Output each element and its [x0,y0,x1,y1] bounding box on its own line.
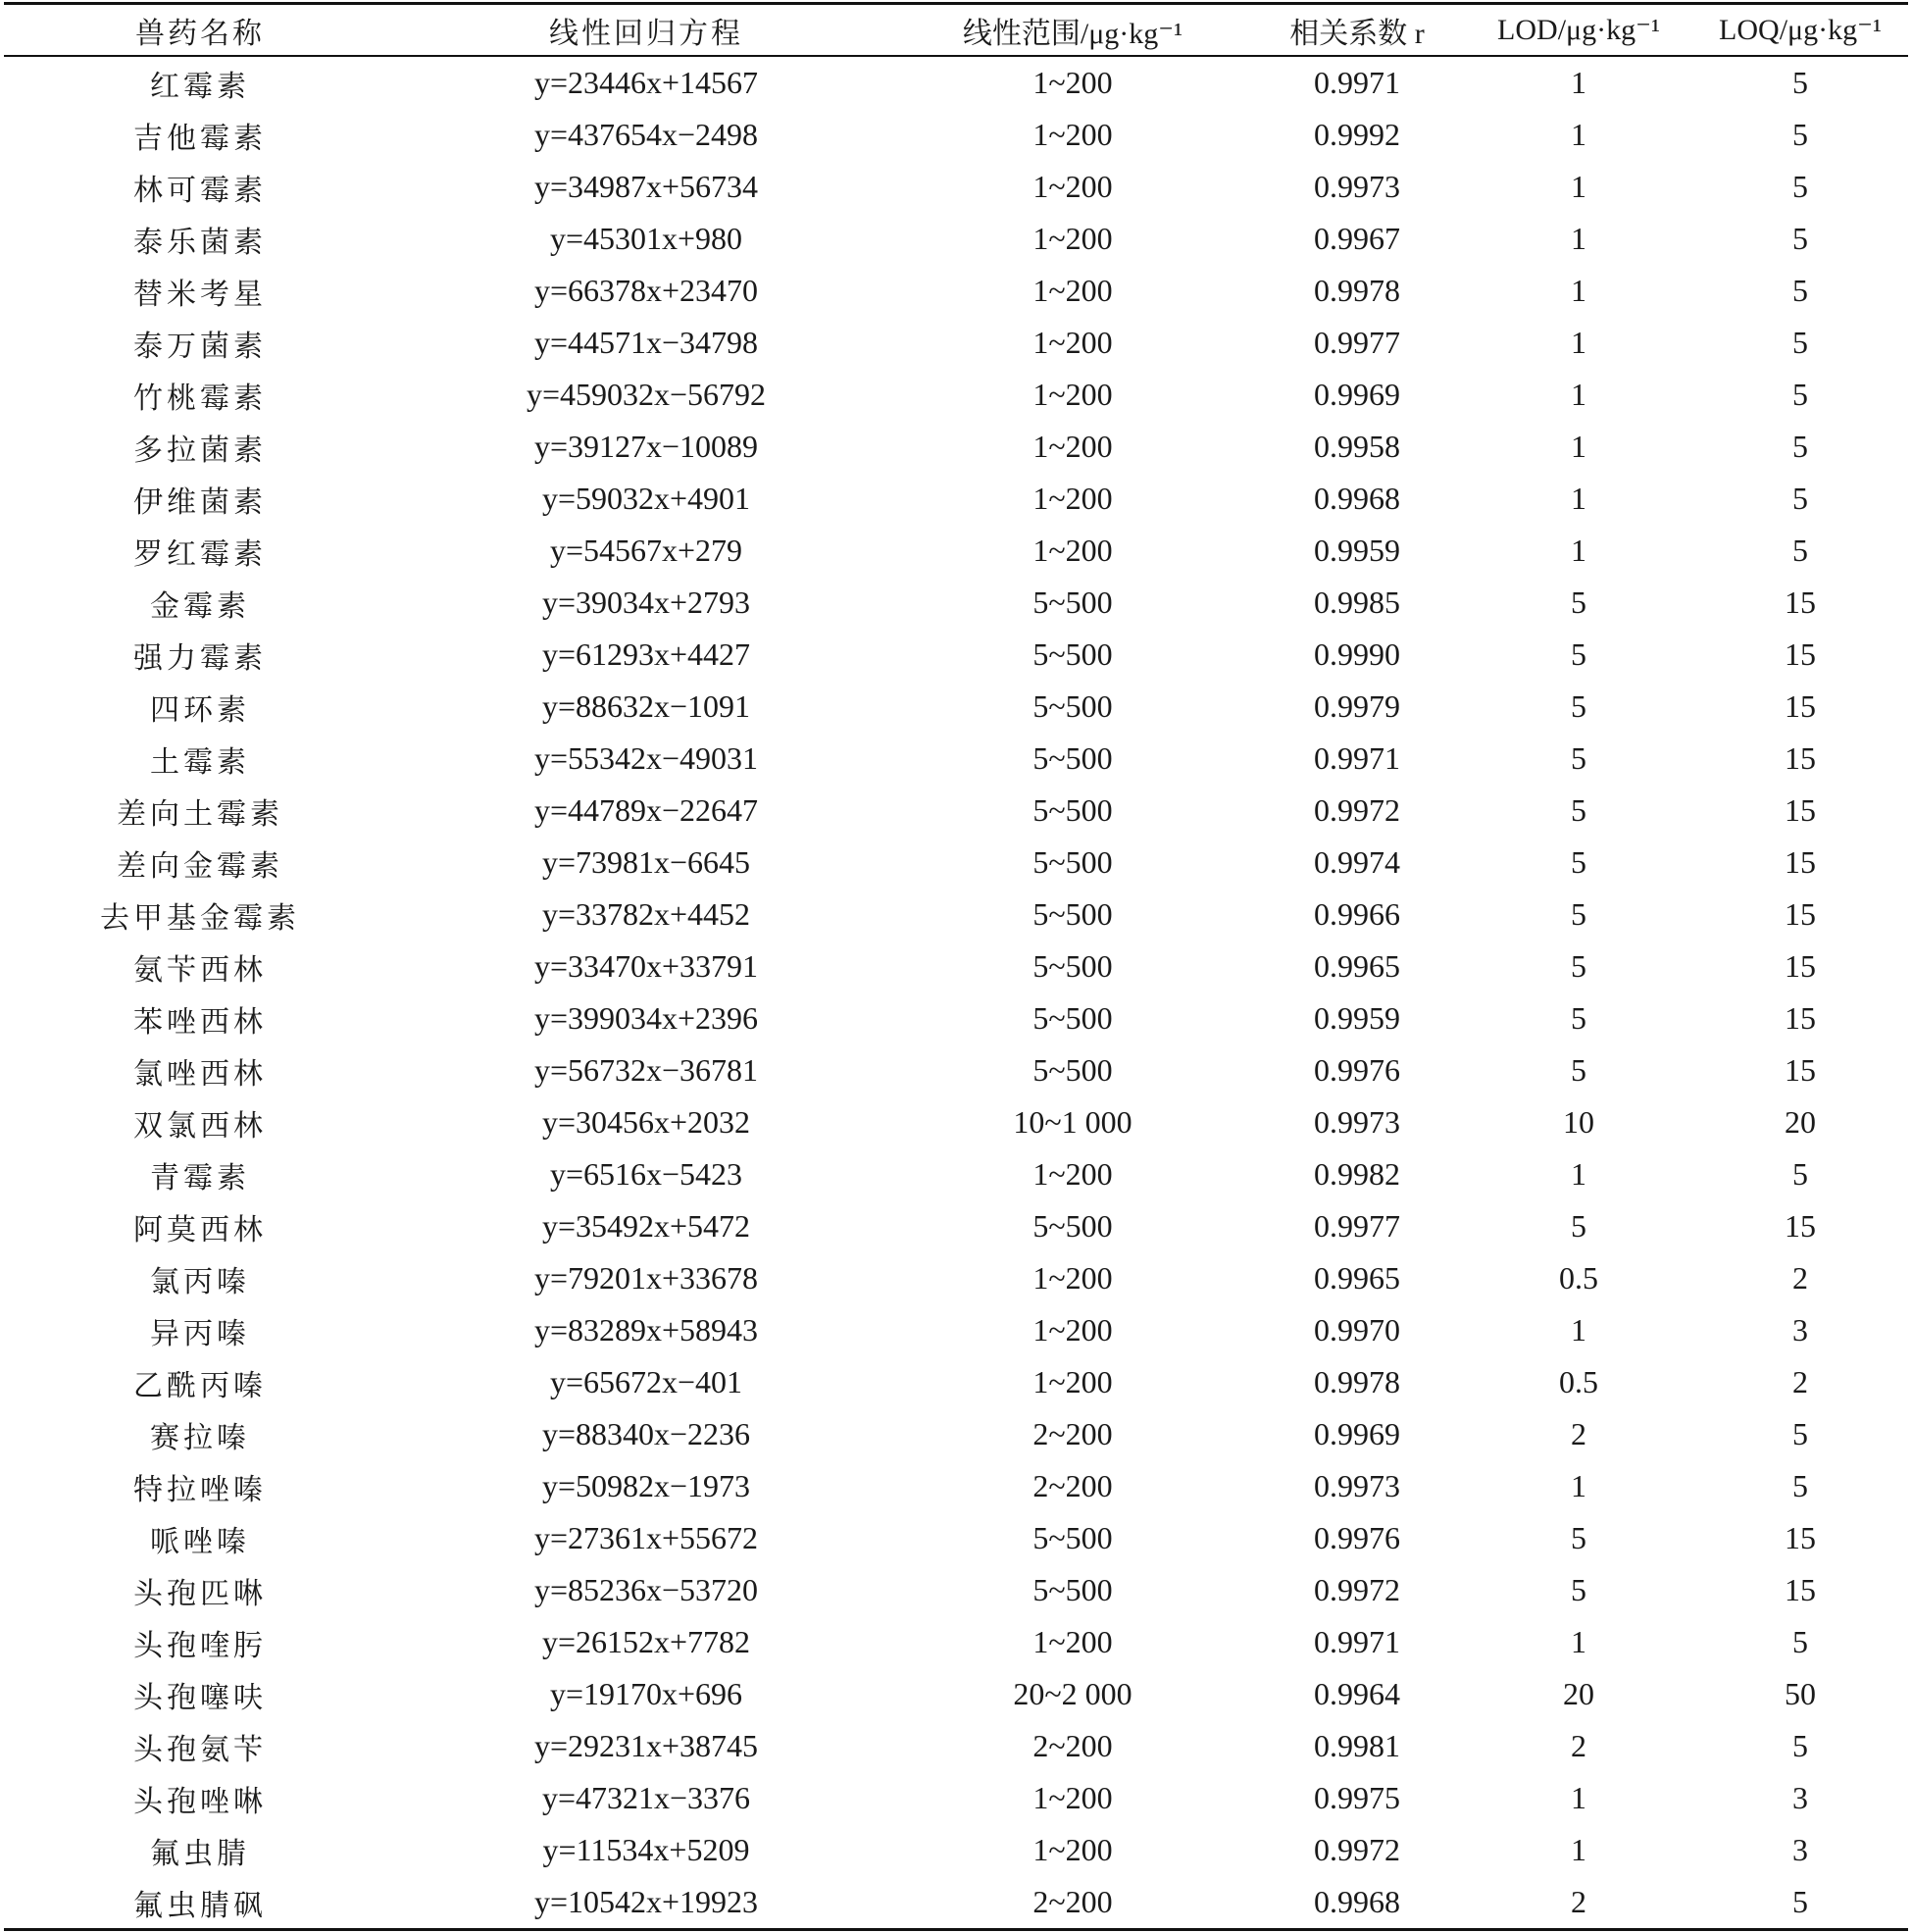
header-lod: LOD/μg·kg⁻¹ [1465,4,1692,57]
cell-drug-name: 苯唑西林 [133,1004,267,1040]
cell-lod: 1 [1571,65,1586,100]
cell-correlation: 0.9968 [1314,481,1400,516]
cell-equation: y=30456x+2032 [541,1104,751,1140]
cell-loq: 15 [1785,636,1816,672]
cell-correlation: 0.9971 [1314,65,1400,100]
cell-equation: y=45301x+980 [549,221,743,256]
cell-linear-range: 5~500 [1032,1520,1113,1555]
cell-linear-range: 1~200 [1032,533,1113,568]
cell-equation: y=54567x+279 [549,533,743,568]
cell-correlation: 0.9959 [1314,1000,1400,1036]
table-row [4,941,1908,992]
table-row [4,889,1908,941]
cell-linear-range: 20~2 000 [1013,1676,1132,1711]
header-regression-equation: 线性回归方程 [396,4,896,57]
cell-equation: y=11534x+5209 [542,1832,750,1867]
cell-lod: 5 [1571,740,1586,776]
cell-loq: 50 [1785,1676,1816,1711]
table-row [4,785,1908,837]
table-row [4,369,1908,421]
cell-loq: 5 [1792,533,1808,568]
cell-correlation: 0.9972 [1314,792,1400,828]
cell-lod: 5 [1571,688,1586,724]
cell-equation: y=61293x+4427 [541,636,751,672]
cell-drug-name: 伊维菌素 [133,484,267,520]
cell-drug-name: 氟虫腈 [150,1836,250,1871]
cell-loq: 5 [1792,221,1808,256]
cell-drug-name: 红霉素 [150,69,250,104]
cell-loq: 5 [1792,273,1808,308]
table-row [4,577,1908,629]
cell-linear-range: 1~200 [1032,1260,1113,1296]
table-row [4,317,1908,369]
cell-linear-range: 1~200 [1032,273,1113,308]
cell-loq: 5 [1792,429,1808,464]
table-row [4,1148,1908,1200]
table-row [4,1772,1908,1824]
cell-loq: 5 [1792,325,1808,360]
cell-correlation: 0.9974 [1314,844,1400,880]
cell-drug-name: 差向土霉素 [117,796,283,832]
cell-equation: y=399034x+2396 [533,1000,759,1036]
table-header [4,4,1908,57]
cell-linear-range: 2~200 [1032,1728,1113,1763]
cell-linear-range: 2~200 [1032,1468,1113,1503]
cell-loq: 15 [1785,1520,1816,1555]
cell-lod: 1 [1571,1156,1586,1192]
cell-lod: 5 [1571,1572,1586,1607]
cell-correlation: 0.9958 [1314,429,1400,464]
cell-drug-name: 特拉唑嗪 [133,1472,267,1507]
cell-drug-name: 土霉素 [150,744,250,780]
cell-drug-name: 头孢匹啉 [133,1576,267,1611]
cell-equation: y=50982x−1973 [541,1468,751,1503]
cell-loq: 2 [1792,1364,1808,1399]
cell-linear-range: 5~500 [1032,948,1113,984]
cell-equation: y=23446x+14567 [533,65,759,100]
cell-drug-name: 替米考星 [133,277,267,312]
header-correlation: 相关系数 r [1249,4,1465,57]
cell-equation: y=437654x−2498 [533,117,759,152]
cell-lod: 5 [1571,1052,1586,1088]
cell-correlation: 0.9971 [1314,740,1400,776]
cell-linear-range: 5~500 [1032,844,1113,880]
cell-correlation: 0.9972 [1314,1832,1400,1867]
cell-loq: 5 [1792,1884,1808,1919]
cell-drug-name: 罗红霉素 [133,536,267,572]
cell-lod: 1 [1571,429,1586,464]
cell-drug-name: 多拉菌素 [133,432,267,468]
cell-correlation: 0.9969 [1314,377,1400,412]
cell-equation: y=56732x−36781 [533,1052,759,1088]
cell-equation: y=27361x+55672 [533,1520,759,1555]
cell-equation: y=73981x−6645 [541,844,751,880]
cell-loq: 5 [1792,377,1808,412]
cell-loq: 3 [1792,1312,1808,1347]
cell-equation: y=88340x−2236 [541,1416,751,1451]
cell-correlation: 0.9970 [1314,1312,1400,1347]
table-row [4,109,1908,161]
table-row [4,213,1908,265]
cell-lod: 5 [1571,1000,1586,1036]
cell-correlation: 0.9992 [1314,117,1400,152]
cell-equation: y=459032x−56792 [526,377,767,412]
cell-linear-range: 5~500 [1032,792,1113,828]
cell-loq: 5 [1792,1156,1808,1192]
cell-lod: 2 [1571,1416,1586,1451]
cell-lod: 5 [1571,844,1586,880]
cell-equation: y=47321x−3376 [541,1780,751,1815]
cell-drug-name: 氨苄西林 [133,952,267,988]
cell-drug-name: 头孢氨苄 [133,1732,267,1767]
cell-lod: 1 [1571,1468,1586,1503]
cell-linear-range: 5~500 [1032,688,1113,724]
cell-linear-range: 1~200 [1032,1832,1113,1867]
cell-equation: y=44789x−22647 [533,792,759,828]
cell-drug-name: 竹桃霉素 [133,381,267,416]
data-table [4,2,1908,1931]
cell-drug-name: 氯唑西林 [133,1056,267,1092]
table-body [4,56,1908,1930]
cell-drug-name: 吉他霉素 [133,121,267,156]
cell-lod: 1 [1571,1832,1586,1867]
cell-linear-range: 10~1 000 [1013,1104,1132,1140]
cell-drug-name: 双氯西林 [133,1108,267,1144]
cell-lod: 1 [1571,377,1586,412]
cell-linear-range: 5~500 [1032,585,1113,620]
table-row [4,1512,1908,1564]
cell-correlation: 0.9982 [1314,1156,1400,1192]
cell-correlation: 0.9976 [1314,1052,1400,1088]
cell-lod: 5 [1571,636,1586,672]
cell-loq: 15 [1785,740,1816,776]
cell-correlation: 0.9977 [1314,325,1400,360]
cell-linear-range: 2~200 [1032,1416,1113,1451]
cell-correlation: 0.9973 [1314,169,1400,204]
cell-equation: y=65672x−401 [549,1364,743,1399]
cell-linear-range: 5~500 [1032,1000,1113,1036]
cell-drug-name: 头孢噻呋 [133,1680,267,1715]
table-row [4,1044,1908,1096]
cell-loq: 15 [1785,1052,1816,1088]
cell-loq: 15 [1785,585,1816,620]
table-row [4,1252,1908,1304]
table-row [4,421,1908,473]
cell-equation: y=33782x+4452 [541,896,751,932]
table-row [4,265,1908,317]
cell-linear-range: 1~200 [1032,1780,1113,1815]
table-row [4,1616,1908,1668]
cell-linear-range: 1~200 [1032,169,1113,204]
cell-equation: y=34987x+56734 [533,169,759,204]
table-row [4,1720,1908,1772]
cell-equation: y=85236x−53720 [533,1572,759,1607]
cell-lod: 2 [1571,1728,1586,1763]
cell-correlation: 0.9965 [1314,948,1400,984]
table-row [4,1096,1908,1148]
cell-drug-name: 异丙嗪 [150,1316,250,1351]
table-row [4,161,1908,213]
cell-lod: 1 [1571,117,1586,152]
cell-loq: 3 [1792,1832,1808,1867]
cell-correlation: 0.9965 [1314,1260,1400,1296]
cell-lod: 10 [1563,1104,1594,1140]
cell-lod: 20 [1563,1676,1594,1711]
cell-linear-range: 5~500 [1032,896,1113,932]
cell-lod: 0.5 [1559,1260,1598,1296]
cell-equation: y=19170x+696 [549,1676,743,1711]
table-row [4,681,1908,733]
cell-equation: y=88632x−1091 [541,688,751,724]
cell-lod: 1 [1571,533,1586,568]
cell-loq: 15 [1785,688,1816,724]
cell-loq: 15 [1785,948,1816,984]
cell-correlation: 0.9969 [1314,1416,1400,1451]
cell-linear-range: 5~500 [1032,740,1113,776]
cell-linear-range: 1~200 [1032,117,1113,152]
cell-correlation: 0.9964 [1314,1676,1400,1711]
cell-loq: 15 [1785,844,1816,880]
cell-drug-name: 乙酰丙嗪 [133,1368,267,1403]
cell-lod: 5 [1571,896,1586,932]
cell-correlation: 0.9981 [1314,1728,1400,1763]
cell-correlation: 0.9968 [1314,1884,1400,1919]
cell-linear-range: 1~200 [1032,1312,1113,1347]
cell-correlation: 0.9978 [1314,1364,1400,1399]
table-row [4,1668,1908,1720]
cell-equation: y=66378x+23470 [533,273,759,308]
table-row [4,1460,1908,1512]
cell-lod: 1 [1571,1624,1586,1659]
cell-loq: 5 [1792,117,1808,152]
cell-loq: 5 [1792,481,1808,516]
header-loq: LOQ/μg·kg⁻¹ [1692,4,1908,57]
cell-equation: y=35492x+5472 [541,1208,751,1244]
cell-equation: y=39034x+2793 [541,585,751,620]
cell-linear-range: 5~500 [1032,1208,1113,1244]
cell-lod: 5 [1571,792,1586,828]
cell-linear-range: 5~500 [1032,1572,1113,1607]
cell-equation: y=29231x+38745 [533,1728,759,1763]
cell-drug-name: 差向金霉素 [117,848,283,884]
cell-equation: y=55342x−49031 [533,740,759,776]
cell-correlation: 0.9971 [1314,1624,1400,1659]
cell-loq: 2 [1792,1260,1808,1296]
table-row [4,733,1908,785]
cell-loq: 5 [1792,1468,1808,1503]
cell-correlation: 0.9959 [1314,533,1400,568]
cell-linear-range: 1~200 [1032,221,1113,256]
cell-linear-range: 1~200 [1032,65,1113,100]
table-row [4,473,1908,525]
cell-linear-range: 1~200 [1032,1156,1113,1192]
table-row [4,1356,1908,1408]
header-row [4,4,1908,57]
cell-lod: 1 [1571,169,1586,204]
cell-equation: y=44571x−34798 [533,325,759,360]
cell-drug-name: 金霉素 [150,588,250,624]
cell-correlation: 0.9990 [1314,636,1400,672]
cell-loq: 5 [1792,1624,1808,1659]
cell-drug-name: 头孢唑啉 [133,1784,267,1819]
cell-drug-name: 泰万菌素 [133,329,267,364]
cell-linear-range: 2~200 [1032,1884,1113,1919]
cell-linear-range: 5~500 [1032,1052,1113,1088]
cell-linear-range: 5~500 [1032,636,1113,672]
cell-drug-name: 林可霉素 [133,173,267,208]
table-row [4,1200,1908,1252]
cell-lod: 1 [1571,273,1586,308]
cell-loq: 5 [1792,1416,1808,1451]
cell-correlation: 0.9972 [1314,1572,1400,1607]
header-drug-name: 兽药名称 [4,4,396,57]
table-row [4,837,1908,889]
cell-correlation: 0.9977 [1314,1208,1400,1244]
header-linear-range: 线性范围/μg·kg⁻¹ [896,4,1249,57]
cell-correlation: 0.9967 [1314,221,1400,256]
cell-equation: y=83289x+58943 [533,1312,759,1347]
cell-lod: 1 [1571,481,1586,516]
cell-linear-range: 1~200 [1032,1364,1113,1399]
cell-correlation: 0.9975 [1314,1780,1400,1815]
cell-drug-name: 四环素 [150,692,250,728]
cell-drug-name: 泰乐菌素 [133,225,267,260]
cell-drug-name: 青霉素 [150,1160,250,1195]
cell-loq: 3 [1792,1780,1808,1815]
cell-equation: y=10542x+19923 [533,1884,759,1919]
table-row [4,1564,1908,1616]
cell-drug-name: 头孢喹肟 [133,1628,267,1663]
cell-lod: 1 [1571,1780,1586,1815]
table-row [4,525,1908,577]
cell-linear-range: 1~200 [1032,377,1113,412]
cell-correlation: 0.9978 [1314,273,1400,308]
table-row [4,629,1908,681]
cell-equation: y=33470x+33791 [533,948,759,984]
cell-equation: y=6516x−5423 [549,1156,743,1192]
cell-lod: 5 [1571,948,1586,984]
cell-lod: 2 [1571,1884,1586,1919]
cell-loq: 15 [1785,896,1816,932]
cell-equation: y=59032x+4901 [541,481,751,516]
cell-drug-name: 去甲基金霉素 [100,900,300,936]
cell-equation: y=79201x+33678 [533,1260,759,1296]
cell-correlation: 0.9973 [1314,1104,1400,1140]
cell-loq: 15 [1785,1000,1816,1036]
table-row [4,992,1908,1044]
cell-lod: 1 [1571,325,1586,360]
cell-correlation: 0.9973 [1314,1468,1400,1503]
cell-drug-name: 赛拉嗪 [150,1420,250,1455]
cell-lod: 0.5 [1559,1364,1598,1399]
cell-lod: 1 [1571,1312,1586,1347]
cell-lod: 5 [1571,585,1586,620]
cell-correlation: 0.9985 [1314,585,1400,620]
table-row [4,1408,1908,1460]
cell-equation: y=39127x−10089 [533,429,759,464]
table-row [4,1876,1908,1930]
cell-correlation: 0.9979 [1314,688,1400,724]
cell-drug-name: 阿莫西林 [133,1212,267,1247]
cell-loq: 5 [1792,65,1808,100]
cell-correlation: 0.9976 [1314,1520,1400,1555]
cell-linear-range: 1~200 [1032,325,1113,360]
cell-linear-range: 1~200 [1032,481,1113,516]
cell-correlation: 0.9966 [1314,896,1400,932]
table-row [4,56,1908,109]
cell-loq: 15 [1785,1572,1816,1607]
cell-lod: 1 [1571,221,1586,256]
cell-linear-range: 1~200 [1032,1624,1113,1659]
table-row [4,1824,1908,1876]
cell-linear-range: 1~200 [1032,429,1113,464]
cell-drug-name: 哌唑嗪 [150,1524,250,1559]
cell-lod: 5 [1571,1520,1586,1555]
table-row [4,1304,1908,1356]
cell-loq: 5 [1792,1728,1808,1763]
cell-drug-name: 氟虫腈砜 [133,1888,267,1923]
cell-lod: 5 [1571,1208,1586,1244]
cell-loq: 20 [1785,1104,1816,1140]
cell-equation: y=26152x+7782 [541,1624,751,1659]
cell-drug-name: 氯丙嗪 [150,1264,250,1299]
cell-loq: 15 [1785,1208,1816,1244]
cell-loq: 5 [1792,169,1808,204]
cell-loq: 15 [1785,792,1816,828]
cell-drug-name: 强力霉素 [133,640,267,676]
